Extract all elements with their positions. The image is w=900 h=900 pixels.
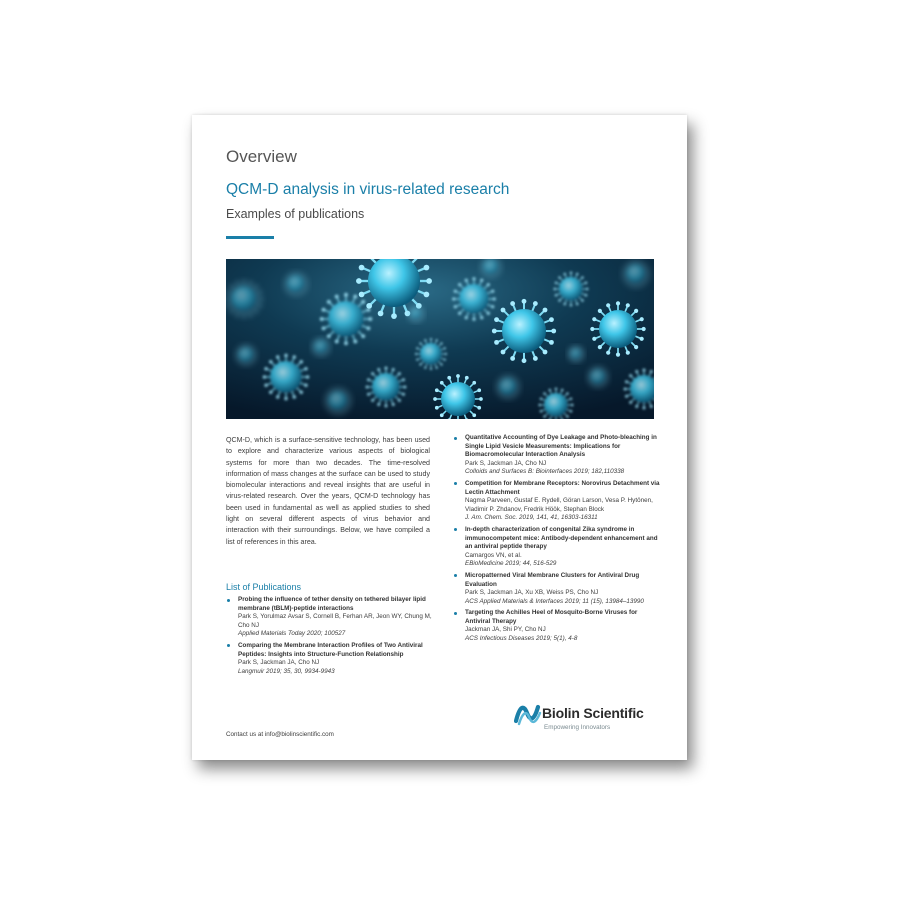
publication-authors: Jackman JA, Shi PY, Cho NJ: [465, 626, 546, 634]
biolin-logo-icon: [514, 701, 542, 727]
virus-particle: [234, 343, 257, 366]
publication-journal: ACS Infectious Diseases 2019; 5(1), 4-8: [465, 635, 578, 643]
publication-list-left: [226, 596, 436, 679]
publication-authors: Nagma Parveen, Gustaf E. Rydell, Göran Larson, Vesa P. Hytönen, Vladimir P. Zhdanov, Fredrik Höök, Stephan Block: [465, 497, 653, 513]
publication-journal: Colloids and Surfaces B: Biointerfaces 2019; 182,110338: [465, 468, 625, 476]
bullet-icon: [454, 612, 457, 615]
bullet-icon: [454, 528, 457, 531]
publication-journal: J. Am. Chem. Soc. 2019, 141, 41, 16303-16311: [465, 514, 598, 522]
publication-journal: Langmuir 2019; 35, 30, 9934-9943: [238, 667, 335, 675]
company-logo: [514, 701, 664, 741]
virus-particle: [621, 259, 650, 288]
bullet-icon: [454, 437, 457, 440]
virus-illustration: [226, 259, 654, 419]
bullet-icon: [454, 574, 457, 577]
logo-name: Biolin Scientific: [542, 705, 644, 721]
publication-item: [453, 526, 663, 569]
publication-title: Quantitative Accounting of Dye Leakage and Photo-bleaching in Single Lipid Vesicle Measurements: Implications for Biomacromolecular Interaction Analysis: [465, 434, 657, 459]
virus-particle: [452, 277, 496, 321]
virus-particle: [263, 354, 310, 401]
virus-particle: [226, 280, 263, 318]
publication-list-right: [453, 434, 663, 647]
intro-paragraph: QCM-D, which is a surface-sensitive technology, has been used to explore and characterize various aspects of biological systems for more than two decades. The time-resolved information of mass changes at the surface can be used to study biomolecular interactions and reveal insights that are useful in virus-related research. Over the years, QCM-D technology has been used in fundamental as well as applied studies to shed light on several different aspects of virus behavior and interaction with their surroundings. Below, we have compiled a list of references in this area.: [226, 436, 430, 546]
publication-item: [453, 572, 663, 606]
publication-authors: Park S, Jackman JA, Cho NJ: [238, 659, 320, 667]
publication-journal: EBioMedicine 2019; 44, 516-529: [465, 560, 557, 568]
publication-item: [453, 480, 663, 523]
publication-item: [226, 642, 436, 676]
publication-journal: ACS Applied Materials & Interfaces 2019; 11 (15), 13984–13990: [465, 597, 644, 605]
publication-title: Probing the influence of tether density on tethered bilayer lipid membrane (tBLM)-peptide interactions: [238, 596, 426, 612]
page-title: QCM-D analysis in virus-related research: [226, 181, 510, 198]
publication-title: Targeting the Achilles Heel of Mosquito-Borne Viruses for Antiviral Therapy: [465, 609, 638, 625]
publication-authors: Park S, Yorulmaz Avsar S, Cornell B, Ferhan AR, Jeon WY, Chung M, Cho NJ: [238, 613, 432, 629]
publications-heading: List of Publications: [226, 582, 302, 592]
virus-particle: [586, 365, 609, 388]
virus-particle: [495, 374, 521, 400]
virus-particle: [311, 337, 332, 358]
title-underline: [226, 236, 274, 239]
publication-item: [453, 434, 663, 477]
logo-tagline: Empowering Innovators: [544, 724, 611, 731]
virus-particles-image: [226, 259, 654, 419]
publication-title: Micropatterned Viral Membrane Clusters for Antiviral Drug Evaluation: [465, 571, 640, 588]
virus-particle: [492, 299, 556, 363]
publication-authors: Park S, Jackman JA, Xu XB, Weiss PS, Cho NJ: [465, 589, 599, 597]
virus-particle: [320, 293, 373, 346]
publication-item: [226, 596, 436, 639]
page-subtitle: Examples of publications: [226, 207, 365, 221]
contact-line: Contact us at info@biolinscientific.com: [226, 731, 334, 738]
publication-journal: Applied Materials Today 2020; 100527: [238, 630, 346, 638]
bullet-icon: [454, 482, 457, 485]
virus-particle: [283, 271, 309, 297]
bullet-icon: [227, 599, 230, 602]
virus-particle: [323, 386, 352, 415]
virus-particle: [553, 271, 588, 306]
publication-authors: Camargos VN, et al.: [465, 551, 522, 559]
publication-title: Comparing the Membrane Interaction Profiles of Two Antiviral Peptides: Insights into Structure-Function Relationship: [238, 641, 423, 658]
publication-title: Competition for Membrane Receptors: Norovirus Detachment via Lectin Attachment: [465, 479, 660, 496]
publication-item: [453, 609, 663, 643]
virus-particle: [567, 345, 585, 363]
section-label: Overview: [226, 147, 297, 166]
virus-particle: [590, 301, 645, 356]
bullet-icon: [227, 644, 230, 647]
virus-particle: [407, 305, 425, 323]
document-page: [192, 115, 687, 760]
publication-authors: Park S, Jackman JA, Cho NJ: [465, 459, 547, 467]
virus-particle: [366, 367, 407, 408]
virus-particle: [415, 338, 447, 370]
publication-title: In-depth characterization of congenital Zika syndrome in immunocompetent mice: Antibody-dependent enhancement and an antiviral peptide therapy: [465, 525, 658, 551]
